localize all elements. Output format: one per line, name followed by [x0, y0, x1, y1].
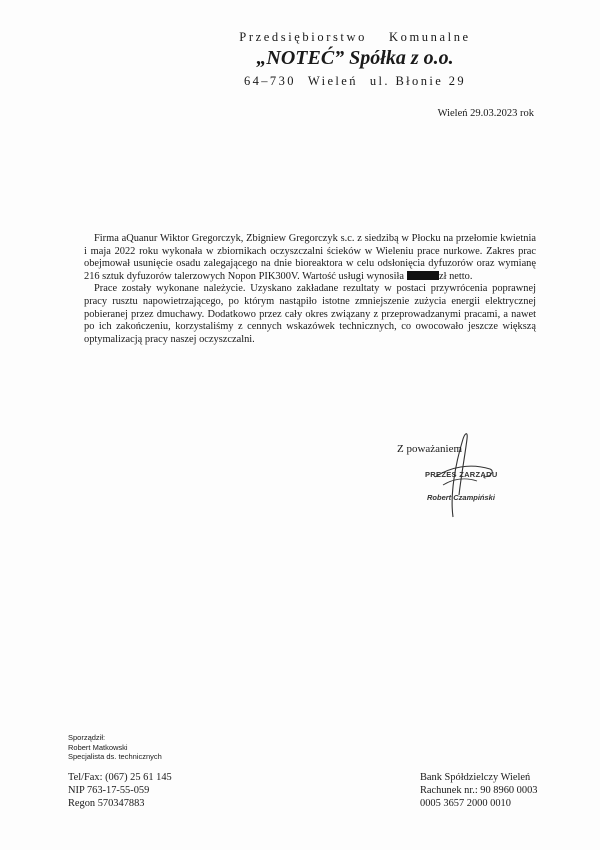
letter-body — [84, 233, 536, 346]
footer-account-2: 0005 3657 2000 0010 — [420, 798, 511, 809]
body-paragraph-1-end: zł netto. — [438, 270, 473, 282]
prepared-name: Robert Matkowski — [68, 742, 128, 752]
body-paragraph-1-text: Firma aQuanur Wiktor Gregorczyk, Zbigniew Gregorczyk s.c. z siedzibą w Płocku na przełomie kwietnia i maja 2022 roku wykonała w zbiornikach oczyszczalni ścieków w Wieleniu prace nurkowe. Zakres prac obejmował usunięcie osadu zalegającego na dnie bioreaktora w celu odsłonięcia dyfuzorów oraz wymianę 216 sztuk dyfuzorów talerzowych Nopon PIK300V. Wartość usługi wynosiła — [84, 233, 536, 282]
footer-nip: NIP 763-17-55-059 — [68, 785, 150, 796]
body-paragraph-2: Prace zostały wykonane należycie. Uzyskano zakładane rezultaty w postaci przywrócenia poprawnej pracy rusztu napowietrzającego, po którym nastąpiło istotne zmniejszenie zużycia energii elektrycznej pobieranej przez dmuchawy. Dodatkowo przez cały okres związany z przeprowadzanymi pracami, a nawet po ich zakończeniu, korzystaliśmy z cennych wskazówek technicznych, co owocowało jeszcze większą optymalizacją pracy naszej oczyszczalni. — [84, 283, 536, 345]
footer-regon: Regon 570347883 — [68, 798, 145, 809]
letterhead-word-2: Komunalne — [388, 30, 471, 44]
company-name: „NOTEĆ” Spółka z o.o. — [256, 47, 454, 69]
stamp-title: PREZES ZARZĄDU — [425, 470, 498, 479]
prepared-role: Specjalista ds. technicznych — [68, 752, 162, 761]
closing-greeting: Z poważaniem — [397, 443, 463, 455]
address-city: Wieleń — [307, 74, 358, 88]
company-address — [110, 74, 600, 89]
footer-bank — [420, 771, 537, 810]
letterhead-word-1: Przedsiębiorstwo — [239, 30, 367, 44]
footer-phone: Tel/Fax: (067) 25 61 145 — [68, 772, 172, 783]
stamp-name: Robert Czampiński — [427, 493, 495, 502]
letterhead — [0, 30, 600, 89]
prepared-label: Sporządził: — [68, 733, 106, 742]
letterhead-company-type — [110, 30, 600, 45]
address-postcode: 64–730 — [243, 74, 296, 88]
address-street: ul. Błonie 29 — [369, 74, 467, 88]
redacted-amount — [407, 271, 439, 280]
prepared-by — [68, 733, 162, 762]
letter-date: Wieleń 29.03.2023 rok — [437, 108, 534, 119]
footer-account-1: Rachunek nr.: 90 8960 0003 — [420, 785, 538, 796]
footer-contact — [68, 771, 172, 810]
body-paragraph-1 — [84, 233, 536, 283]
footer-bank-name: Bank Spółdzielczy Wieleń — [420, 772, 531, 783]
